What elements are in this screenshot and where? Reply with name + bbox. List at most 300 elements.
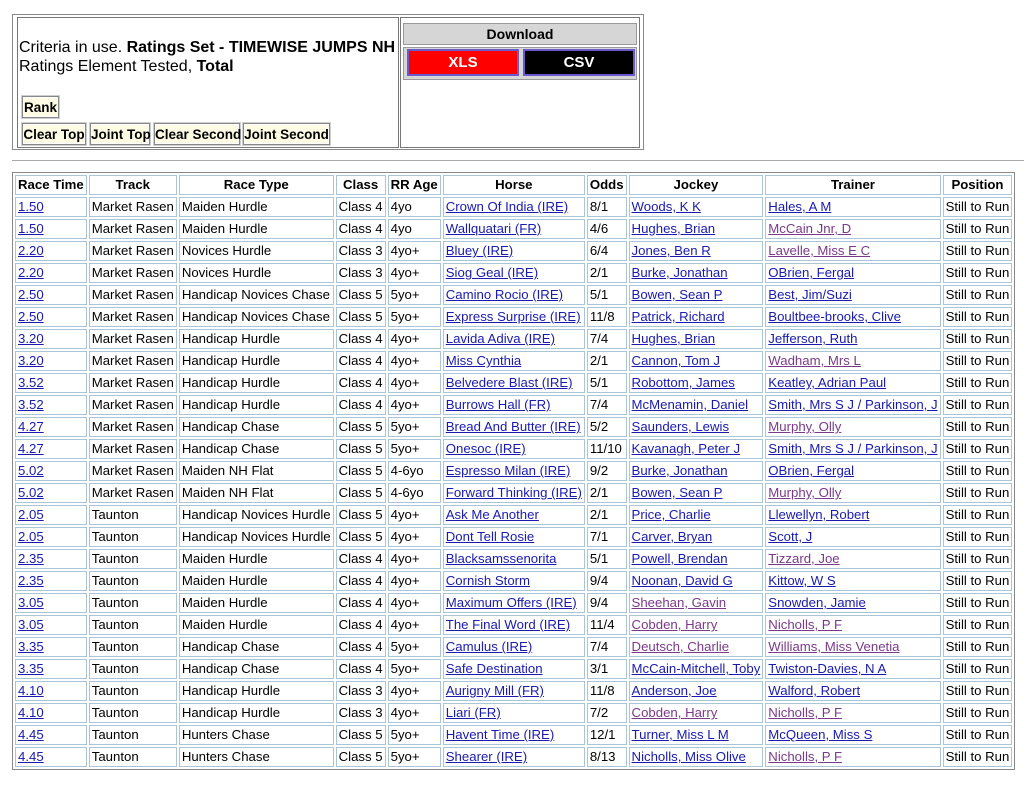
jockey-link[interactable]: Cannon, Tom J xyxy=(631,353,721,368)
trainer-link[interactable]: Keatley, Adrian Paul xyxy=(768,375,887,390)
horse-link[interactable]: Dont Tell Rosie xyxy=(445,529,535,544)
race-time-link[interactable]: 3.52 xyxy=(18,397,44,412)
odds-cell: 5/1 xyxy=(587,373,627,393)
track-cell: Taunton xyxy=(89,725,177,745)
race-type-cell: Handicap Novices Hurdle xyxy=(179,527,334,547)
jockey-cell xyxy=(629,571,764,591)
trainer-cell xyxy=(765,615,940,635)
table-row xyxy=(15,197,1012,217)
jockey-link[interactable]: Woods, K K xyxy=(631,199,701,214)
trainer-cell xyxy=(765,241,940,261)
trainer-link[interactable]: Best, Jim/Suzi xyxy=(768,287,852,302)
race-type-cell: Novices Hurdle xyxy=(179,263,334,283)
trainer-cell xyxy=(765,395,940,415)
jockey-link[interactable]: Deutsch, Charlie xyxy=(631,639,730,654)
race-type-cell: Handicap Hurdle xyxy=(179,703,334,723)
horse-cell xyxy=(443,461,585,481)
track-cell: Market Rasen xyxy=(89,329,177,349)
race-time-link[interactable]: 2.35 xyxy=(18,573,44,588)
trainer-cell xyxy=(765,417,940,437)
horse-link[interactable]: Express Surprise (IRE) xyxy=(445,309,581,324)
rr-age-cell: 4yo+ xyxy=(388,373,441,393)
odds-cell: 7/4 xyxy=(587,395,627,415)
odds-cell: 2/1 xyxy=(587,351,627,371)
position-cell: Still to Run xyxy=(943,241,1013,261)
race-type-cell: Maiden NH Flat xyxy=(179,483,334,503)
table-row xyxy=(15,505,1012,525)
class-cell: Class 3 xyxy=(336,703,386,723)
race-time-link[interactable]: 3.20 xyxy=(18,353,44,368)
jockey-cell xyxy=(629,219,764,239)
position-cell: Still to Run xyxy=(943,593,1013,613)
horse-link[interactable]: Aurigny Mill (FR) xyxy=(445,683,544,698)
race-time-cell xyxy=(15,461,87,481)
position-cell: Still to Run xyxy=(943,505,1013,525)
race-time-cell xyxy=(15,395,87,415)
trainer-link[interactable]: Smith, Mrs S J / Parkinson, J xyxy=(768,441,938,456)
horse-link[interactable]: Belvedere Blast (IRE) xyxy=(445,375,573,390)
jockey-link[interactable]: Anderson, Joe xyxy=(631,683,717,698)
horse-link[interactable]: Wallquatari (FR) xyxy=(445,221,542,236)
odds-cell: 5/1 xyxy=(587,285,627,305)
track-cell: Taunton xyxy=(89,593,177,613)
trainer-link[interactable]: Murphy, Olly xyxy=(768,419,842,434)
trainer-link[interactable]: Hales, A M xyxy=(768,199,832,214)
trainer-link[interactable]: Nicholls, P F xyxy=(768,705,843,720)
divider xyxy=(12,160,1024,161)
race-time-link[interactable]: 4.10 xyxy=(18,683,44,698)
class-cell: Class 4 xyxy=(336,219,386,239)
jockey-link[interactable]: Hughes, Brian xyxy=(631,331,716,346)
odds-cell: 11/8 xyxy=(587,307,627,327)
jockey-cell xyxy=(629,373,764,393)
horse-cell xyxy=(443,725,585,745)
race-time-link[interactable]: 2.05 xyxy=(18,529,44,544)
track-cell: Market Rasen xyxy=(89,241,177,261)
trainer-link[interactable]: Nicholls, P F xyxy=(768,617,843,632)
table-row xyxy=(15,659,1012,679)
table-row xyxy=(15,439,1012,459)
trainer-link[interactable]: Scott, J xyxy=(768,529,813,544)
jockey-link[interactable]: Cobden, Harry xyxy=(631,617,718,632)
odds-cell: 2/1 xyxy=(587,263,627,283)
table-row xyxy=(15,329,1012,349)
horse-cell xyxy=(443,681,585,701)
jockey-link[interactable]: Turner, Miss L M xyxy=(631,727,729,742)
trainer-cell xyxy=(765,659,940,679)
jockey-link[interactable]: Patrick, Richard xyxy=(631,309,725,324)
race-time-cell xyxy=(15,285,87,305)
race-time-cell xyxy=(15,615,87,635)
horse-link[interactable]: Bluey (IRE) xyxy=(445,243,514,258)
race-time-cell xyxy=(15,747,87,767)
ratings-element-prefix: Ratings Element Tested, xyxy=(19,58,197,75)
column-header-odds: Odds xyxy=(587,175,627,195)
jockey-link[interactable]: Bowen, Sean P xyxy=(631,287,723,302)
horse-link[interactable]: Burrows Hall (FR) xyxy=(445,397,551,412)
race-time-cell xyxy=(15,703,87,723)
horse-cell xyxy=(443,747,585,767)
track-cell: Market Rasen xyxy=(89,439,177,459)
horse-link[interactable]: Lavida Adiva (IRE) xyxy=(445,331,555,346)
race-type-cell: Handicap Hurdle xyxy=(179,373,334,393)
trainer-cell xyxy=(765,219,940,239)
jockey-link[interactable]: Robottom, James xyxy=(631,375,735,390)
horse-cell xyxy=(443,417,585,437)
jockey-cell xyxy=(629,461,764,481)
class-cell: Class 3 xyxy=(336,681,386,701)
table-row xyxy=(15,527,1012,547)
position-cell: Still to Run xyxy=(943,703,1013,723)
trainer-link[interactable]: Williams, Miss Venetia xyxy=(768,639,900,654)
horse-cell xyxy=(443,505,585,525)
rr-age-cell: 5yo+ xyxy=(388,439,441,459)
jockey-link[interactable]: Carver, Bryan xyxy=(631,529,713,544)
trainer-link[interactable]: Murphy, Olly xyxy=(768,485,842,500)
race-time-link[interactable]: 3.05 xyxy=(18,617,44,632)
jockey-link[interactable]: Noonan, David G xyxy=(631,573,733,588)
position-cell: Still to Run xyxy=(943,197,1013,217)
horse-cell xyxy=(443,285,585,305)
trainer-link[interactable]: Llewellyn, Robert xyxy=(768,507,870,522)
jockey-cell xyxy=(629,659,764,679)
jockey-link[interactable]: McMenamin, Daniel xyxy=(631,397,749,412)
race-time-link[interactable]: 2.20 xyxy=(18,265,44,280)
position-cell: Still to Run xyxy=(943,681,1013,701)
xls-download-button[interactable]: XLS xyxy=(407,49,519,76)
position-cell: Still to Run xyxy=(943,373,1013,393)
horse-cell xyxy=(443,615,585,635)
horse-link[interactable]: Onesoc (IRE) xyxy=(445,441,526,456)
class-cell: Class 4 xyxy=(336,593,386,613)
race-type-cell: Maiden Hurdle xyxy=(179,593,334,613)
jockey-cell xyxy=(629,637,764,657)
table-row xyxy=(15,263,1012,283)
trainer-link[interactable]: Boultbee-brooks, Clive xyxy=(768,309,901,324)
jockey-link[interactable]: Sheehan, Gavin xyxy=(631,595,727,610)
horse-cell xyxy=(443,307,585,327)
trainer-cell xyxy=(765,351,940,371)
race-time-link[interactable]: 4.27 xyxy=(18,419,44,434)
position-cell: Still to Run xyxy=(943,395,1013,415)
odds-cell: 5/2 xyxy=(587,417,627,437)
race-time-link[interactable]: 4.27 xyxy=(18,441,44,456)
trainer-link[interactable]: McQueen, Miss S xyxy=(768,727,873,742)
trainer-cell xyxy=(765,307,940,327)
trainer-cell xyxy=(765,747,940,767)
position-cell: Still to Run xyxy=(943,307,1013,327)
odds-cell: 9/2 xyxy=(587,461,627,481)
horse-link[interactable]: The Final Word (IRE) xyxy=(445,617,571,632)
class-cell: Class 4 xyxy=(336,571,386,591)
jockey-cell xyxy=(629,615,764,635)
horse-link[interactable]: Maximum Offers (IRE) xyxy=(445,595,577,610)
horse-link[interactable]: Forward Thinking (IRE) xyxy=(445,485,582,500)
horse-link[interactable]: Cornish Storm xyxy=(445,573,531,588)
race-time-link[interactable]: 1.50 xyxy=(18,221,44,236)
odds-cell: 7/2 xyxy=(587,703,627,723)
trainer-link[interactable]: McCain Jnr, D xyxy=(768,221,852,236)
horse-link[interactable]: Espresso Milan (IRE) xyxy=(445,463,571,478)
race-type-cell: Handicap Hurdle xyxy=(179,329,334,349)
jockey-link[interactable]: Powell, Brendan xyxy=(631,551,728,566)
position-cell: Still to Run xyxy=(943,659,1013,679)
horse-link[interactable]: Bread And Butter (IRE) xyxy=(445,419,581,434)
race-time-link[interactable]: 5.02 xyxy=(18,485,44,500)
rr-age-cell: 4yo xyxy=(388,197,441,217)
rr-age-cell: 4-6yo xyxy=(388,483,441,503)
class-cell: Class 5 xyxy=(336,307,386,327)
rr-age-cell: 4yo+ xyxy=(388,505,441,525)
class-cell: Class 5 xyxy=(336,285,386,305)
jockey-cell xyxy=(629,549,764,569)
trainer-link[interactable]: Jefferson, Ruth xyxy=(768,331,858,346)
trainer-link[interactable]: Kittow, W S xyxy=(768,573,836,588)
rr-age-cell: 4yo+ xyxy=(388,549,441,569)
csv-download-button[interactable]: CSV xyxy=(523,49,635,76)
trainer-link[interactable]: Tizzard, Joe xyxy=(768,551,840,566)
jockey-link[interactable]: Burke, Jonathan xyxy=(631,463,728,478)
odds-cell: 5/1 xyxy=(587,549,627,569)
race-time-cell xyxy=(15,373,87,393)
odds-cell: 7/1 xyxy=(587,527,627,547)
trainer-cell xyxy=(765,197,940,217)
trainer-link[interactable]: Snowden, Jamie xyxy=(768,595,866,610)
horse-cell xyxy=(443,637,585,657)
position-cell: Still to Run xyxy=(943,747,1013,767)
odds-cell: 12/1 xyxy=(587,725,627,745)
horse-cell xyxy=(443,351,585,371)
jockey-cell xyxy=(629,703,764,723)
odds-cell: 7/4 xyxy=(587,329,627,349)
trainer-cell xyxy=(765,725,940,745)
race-time-link[interactable]: 4.10 xyxy=(18,705,44,720)
trainer-link[interactable]: Nicholls, P F xyxy=(768,749,843,764)
table-row xyxy=(15,747,1012,767)
trainer-cell xyxy=(765,593,940,613)
rank-button[interactable]: Rank xyxy=(22,96,59,118)
race-time-cell xyxy=(15,263,87,283)
table-row xyxy=(15,307,1012,327)
jockey-link[interactable]: Saunders, Lewis xyxy=(631,419,730,434)
horse-link[interactable]: Havent Time (IRE) xyxy=(445,727,555,742)
table-row xyxy=(15,681,1012,701)
race-time-link[interactable]: 1.50 xyxy=(18,199,44,214)
class-cell: Class 5 xyxy=(336,417,386,437)
column-header-position: Position xyxy=(943,175,1013,195)
table-row xyxy=(15,703,1012,723)
race-type-cell: Handicap Chase xyxy=(179,659,334,679)
trainer-link[interactable]: OBrien, Fergal xyxy=(768,265,855,280)
jockey-link[interactable]: Cobden, Harry xyxy=(631,705,718,720)
jockey-link[interactable]: Price, Charlie xyxy=(631,507,711,522)
odds-cell: 11/4 xyxy=(587,615,627,635)
trainer-link[interactable]: Walford, Robert xyxy=(768,683,861,698)
position-cell: Still to Run xyxy=(943,725,1013,745)
position-cell: Still to Run xyxy=(943,219,1013,239)
track-cell: Market Rasen xyxy=(89,461,177,481)
trainer-link[interactable]: OBrien, Fergal xyxy=(768,463,855,478)
class-cell: Class 4 xyxy=(336,329,386,349)
race-time-cell xyxy=(15,549,87,569)
race-time-link[interactable]: 4.45 xyxy=(18,749,44,764)
table-row xyxy=(15,417,1012,437)
race-time-cell xyxy=(15,725,87,745)
rr-age-cell: 4yo+ xyxy=(388,615,441,635)
rr-age-cell: 4yo+ xyxy=(388,681,441,701)
horse-link[interactable]: Safe Destination xyxy=(445,661,543,676)
class-cell: Class 4 xyxy=(336,615,386,635)
track-cell: Taunton xyxy=(89,571,177,591)
track-cell: Market Rasen xyxy=(89,197,177,217)
trainer-link[interactable]: Lavelle, Miss E C xyxy=(768,243,871,258)
race-time-link[interactable]: 3.05 xyxy=(18,595,44,610)
jockey-link[interactable]: Hughes, Brian xyxy=(631,221,716,236)
ratings-set-line xyxy=(19,39,395,57)
horse-link[interactable]: Siog Geal (IRE) xyxy=(445,265,539,280)
position-cell: Still to Run xyxy=(943,615,1013,635)
race-time-link[interactable]: 3.52 xyxy=(18,375,44,390)
horse-cell xyxy=(443,659,585,679)
race-time-link[interactable]: 2.35 xyxy=(18,551,44,566)
jockey-link[interactable]: Nicholls, Miss Olive xyxy=(631,749,746,764)
race-time-link[interactable]: 2.05 xyxy=(18,507,44,522)
track-cell: Market Rasen xyxy=(89,351,177,371)
table-row xyxy=(15,219,1012,239)
jockey-cell xyxy=(629,747,764,767)
rr-age-cell: 4yo+ xyxy=(388,263,441,283)
race-time-cell xyxy=(15,329,87,349)
table-body xyxy=(15,197,1012,767)
table-row xyxy=(15,461,1012,481)
horse-link[interactable]: Crown Of India (IRE) xyxy=(445,199,569,214)
class-cell: Class 5 xyxy=(336,725,386,745)
race-time-link[interactable]: 2.50 xyxy=(18,287,44,302)
column-header-race-type: Race Type xyxy=(179,175,334,195)
odds-cell: 3/1 xyxy=(587,659,627,679)
horse-link[interactable]: Shearer (IRE) xyxy=(445,749,528,764)
position-cell: Still to Run xyxy=(943,637,1013,657)
criteria-panel xyxy=(12,14,644,150)
download-box xyxy=(400,17,640,148)
class-cell: Class 5 xyxy=(336,505,386,525)
table-row xyxy=(15,637,1012,657)
class-cell: Class 4 xyxy=(336,351,386,371)
column-header-horse: Horse xyxy=(443,175,585,195)
jockey-link[interactable]: Kavanagh, Peter J xyxy=(631,441,741,456)
track-cell: Taunton xyxy=(89,505,177,525)
race-type-cell: Maiden Hurdle xyxy=(179,615,334,635)
track-cell: Taunton xyxy=(89,703,177,723)
race-type-cell: Handicap Chase xyxy=(179,637,334,657)
trainer-cell xyxy=(765,373,940,393)
rr-age-cell: 5yo+ xyxy=(388,285,441,305)
jockey-link[interactable]: Bowen, Sean P xyxy=(631,485,723,500)
race-time-link[interactable]: 2.50 xyxy=(18,309,44,324)
rr-age-cell: 5yo+ xyxy=(388,417,441,437)
trainer-link[interactable]: Smith, Mrs S J / Parkinson, J xyxy=(768,397,938,412)
joint-top-button[interactable]: Joint Top xyxy=(90,123,150,145)
position-cell: Still to Run xyxy=(943,549,1013,569)
horse-cell xyxy=(443,219,585,239)
table-header-row xyxy=(15,175,1012,195)
race-type-cell: Handicap Novices Chase xyxy=(179,307,334,327)
horse-link[interactable]: Camulus (IRE) xyxy=(445,639,533,654)
jockey-cell xyxy=(629,439,764,459)
race-type-cell: Handicap Novices Hurdle xyxy=(179,505,334,525)
clear-top-button[interactable]: Clear Top xyxy=(22,123,86,145)
jockey-cell xyxy=(629,285,764,305)
race-time-cell xyxy=(15,417,87,437)
horse-cell xyxy=(443,571,585,591)
race-time-cell xyxy=(15,241,87,261)
clear-second-button[interactable]: Clear Second xyxy=(154,123,240,145)
table-row xyxy=(15,285,1012,305)
track-cell: Market Rasen xyxy=(89,373,177,393)
jockey-link[interactable]: Jones, Ben R xyxy=(631,243,711,258)
joint-second-button[interactable]: Joint Second xyxy=(243,123,330,145)
race-type-cell: Hunters Chase xyxy=(179,747,334,767)
horse-link[interactable]: Miss Cynthia xyxy=(445,353,522,368)
trainer-cell xyxy=(765,703,940,723)
race-type-cell: Handicap Chase xyxy=(179,439,334,459)
race-time-link[interactable]: 5.02 xyxy=(18,463,44,478)
rr-age-cell: 4yo+ xyxy=(388,351,441,371)
horse-cell xyxy=(443,197,585,217)
jockey-cell xyxy=(629,351,764,371)
rr-age-cell: 5yo+ xyxy=(388,747,441,767)
trainer-cell xyxy=(765,329,940,349)
class-cell: Class 4 xyxy=(336,197,386,217)
race-time-link[interactable]: 4.45 xyxy=(18,727,44,742)
horse-link[interactable]: Ask Me Another xyxy=(445,507,539,522)
jockey-link[interactable]: Burke, Jonathan xyxy=(631,265,728,280)
rr-age-cell: 5yo+ xyxy=(388,637,441,657)
class-cell: Class 5 xyxy=(336,527,386,547)
jockey-cell xyxy=(629,263,764,283)
rr-age-cell: 4yo+ xyxy=(388,593,441,613)
ratings-element-value: Total xyxy=(196,58,234,75)
trainer-cell xyxy=(765,527,940,547)
race-time-link[interactable]: 2.20 xyxy=(18,243,44,258)
odds-cell: 7/4 xyxy=(587,637,627,657)
horse-cell xyxy=(443,439,585,459)
class-cell: Class 4 xyxy=(336,659,386,679)
race-type-cell: Maiden Hurdle xyxy=(179,549,334,569)
results-table xyxy=(12,172,1015,770)
trainer-cell xyxy=(765,439,940,459)
horse-link[interactable]: Camino Rocio (IRE) xyxy=(445,287,564,302)
column-header-jockey: Jockey xyxy=(629,175,764,195)
race-time-link[interactable]: 3.35 xyxy=(18,661,44,676)
trainer-link[interactable]: Wadham, Mrs L xyxy=(768,353,861,368)
jockey-link[interactable]: McCain-Mitchell, Toby xyxy=(631,661,761,676)
column-header-race-time: Race Time xyxy=(15,175,87,195)
jockey-cell xyxy=(629,417,764,437)
rr-age-cell: 4yo xyxy=(388,219,441,239)
trainer-link[interactable]: Twiston-Davies, N A xyxy=(768,661,887,676)
column-header-trainer: Trainer xyxy=(765,175,940,195)
horse-link[interactable]: Blacksamssenorita xyxy=(445,551,557,566)
race-time-link[interactable]: 3.20 xyxy=(18,331,44,346)
odds-cell: 8/13 xyxy=(587,747,627,767)
race-time-cell xyxy=(15,571,87,591)
track-cell: Market Rasen xyxy=(89,263,177,283)
race-time-link[interactable]: 3.35 xyxy=(18,639,44,654)
horse-link[interactable]: Liari (FR) xyxy=(445,705,501,720)
race-time-cell xyxy=(15,351,87,371)
race-time-cell xyxy=(15,505,87,525)
